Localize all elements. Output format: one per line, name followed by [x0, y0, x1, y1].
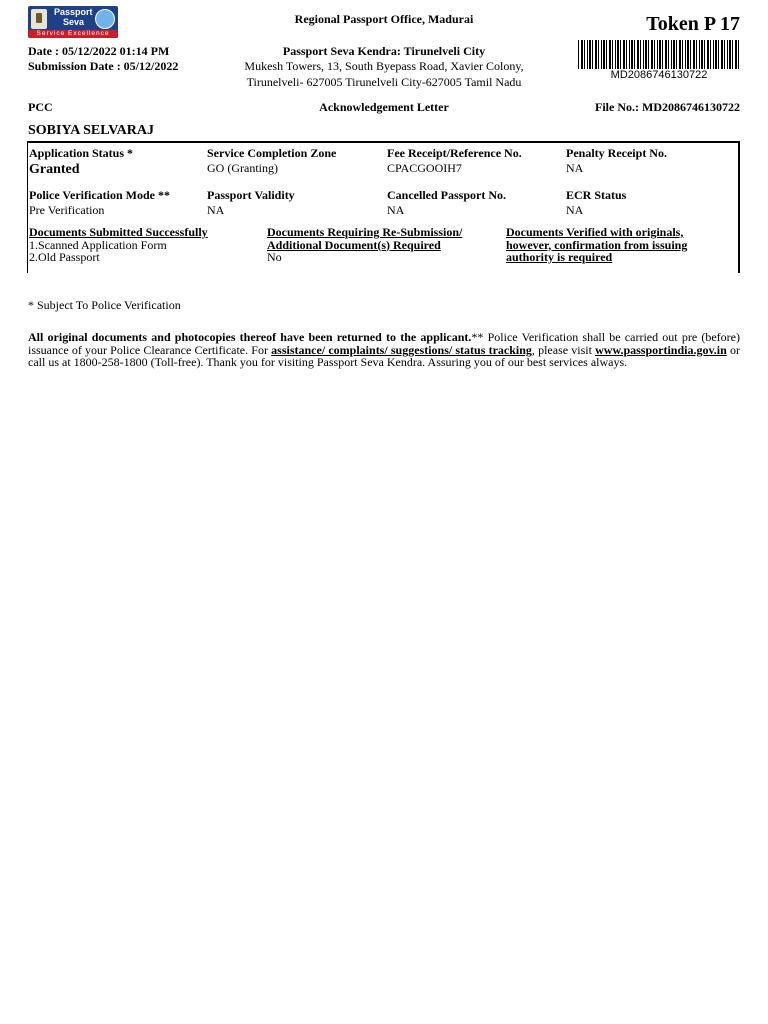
- verified-title-2: however, confirmation from issuing: [506, 237, 688, 252]
- documents-submitted: [29, 226, 208, 264]
- application-status-label: Application Status *: [29, 146, 134, 160]
- resubmission-value: No: [267, 250, 282, 264]
- service-completion-zone-label: Service Completion Zone: [207, 146, 337, 160]
- documents-verified: [506, 226, 687, 264]
- cancelled-passport-label: Cancelled Passport No.: [387, 188, 506, 202]
- applicant-name: SOBIYA SELVARAJ: [28, 123, 154, 138]
- returned-statement: All original documents and photocopies thereof have been returned to the applicant.: [28, 330, 472, 344]
- submission-date: Submission Date : 05/12/2022: [28, 59, 179, 73]
- documents-resubmission: [267, 226, 462, 264]
- barcode-number: MD2086746130722: [578, 69, 740, 81]
- kendra-name: Passport Seva Kendra: Tirunelveli City: [282, 44, 486, 58]
- verified-title-3: authority is required: [506, 250, 613, 264]
- penalty-receipt-value: NA: [566, 161, 584, 175]
- token-number: Token P 17: [646, 13, 740, 35]
- police-verification-mode-value: Pre Verification: [29, 203, 105, 217]
- verified-title-1: Documents Verified with originals,: [506, 225, 684, 239]
- logo-line1: Passport: [54, 7, 93, 17]
- police-verification-mode-label: Police Verification Mode **: [29, 188, 170, 202]
- logo-tagline: Service Excellence: [28, 30, 118, 38]
- police-verification-note: * Subject To Police Verification: [28, 298, 181, 312]
- application-status-value: Granted: [29, 162, 80, 177]
- list-item: 1.Scanned Application Form: [29, 237, 167, 252]
- closing-paragraph: [28, 331, 740, 369]
- passport-validity-value: NA: [207, 203, 225, 217]
- penalty-receipt-label: Penalty Receipt No.: [566, 146, 667, 160]
- cancelled-passport-value: NA: [387, 203, 405, 217]
- fee-receipt-label: Fee Receipt/Reference No.: [387, 146, 522, 160]
- paragraph-text-2: , please visit: [531, 342, 596, 357]
- date: Date : 05/12/2022 01:14 PM: [28, 44, 170, 58]
- file-number: File No.: MD2086746130722: [595, 100, 740, 114]
- resubmission-title-2: Additional Document(s) Required: [267, 237, 441, 252]
- website-link[interactable]: www.passportindia.gov.in: [595, 342, 727, 357]
- list-item: 2.Old Passport: [29, 250, 100, 264]
- service-type: PCC: [28, 100, 53, 114]
- address-line2: Tirunelveli- 627005 Tirunelveli City-627005 Tamil Nadu: [246, 75, 522, 89]
- barcode: [578, 40, 740, 70]
- resubmission-title-1: Documents Requiring Re-Submission/: [267, 225, 463, 239]
- documents-submitted-title: Documents Submitted Successfully: [29, 225, 208, 239]
- address-line1: Mukesh Towers, 13, South Byepass Road, Xavier Colony,: [244, 59, 524, 73]
- letter-title: Acknowledgement Letter: [319, 100, 449, 114]
- paragraph-text-3: or call us at 1800-258-1800 (Toll-free). Thank you for visiting Passport Seva Kendra. Assuring you of our best services always.: [28, 342, 741, 369]
- paragraph-text-1: ** Police Verification shall be carried out pre (before) issuance of your Police Clearance Certificate. For: [28, 330, 740, 357]
- service-completion-zone-value: GO (Granting): [207, 161, 278, 175]
- ecr-status-value: NA: [566, 203, 584, 217]
- office-name: Regional Passport Office, Madurai: [294, 12, 474, 26]
- fee-receipt-value: CPACGOOIH7: [387, 161, 462, 175]
- logo-line2: Seva: [63, 17, 85, 27]
- ecr-status-label: ECR Status: [566, 188, 627, 202]
- passport-validity-label: Passport Validity: [207, 188, 295, 202]
- assistance-link[interactable]: assistance/ complaints/ suggestions/ status tracking: [271, 342, 532, 357]
